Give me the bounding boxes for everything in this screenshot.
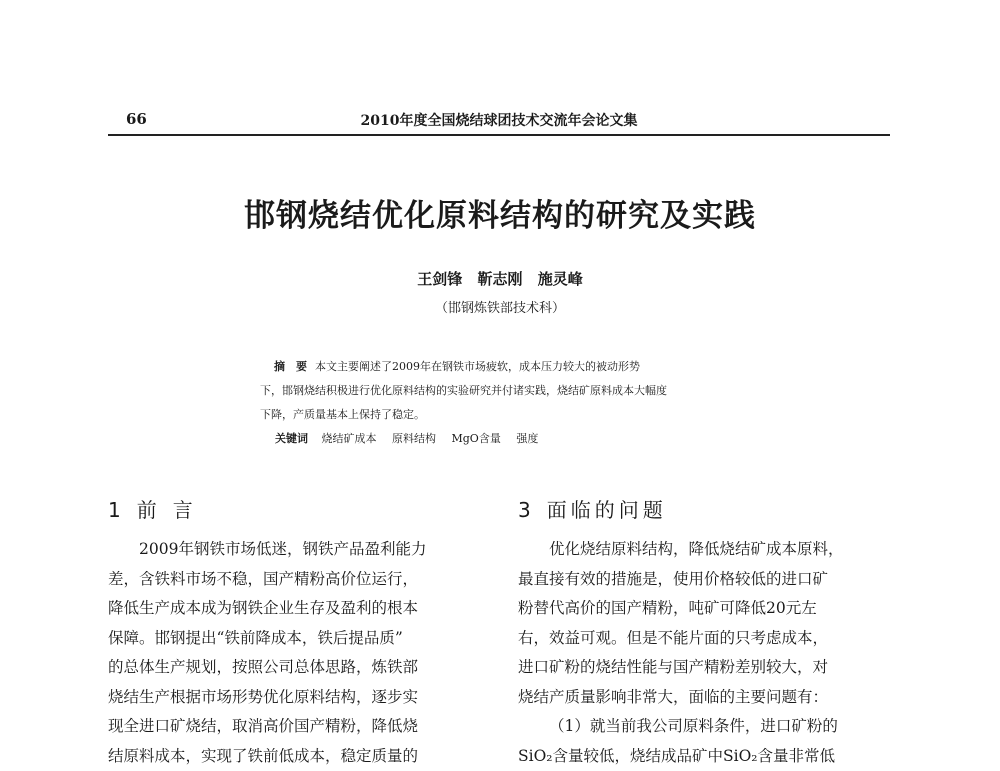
section-heading (518, 495, 890, 535)
body-line: 粉替代高价的国产精粉，吨矿可降低20元左 (518, 594, 890, 624)
keywords-label: 关键词 (275, 432, 308, 445)
section-number: 3 (518, 498, 531, 522)
abstract-label: 摘 要 (274, 360, 307, 373)
body-line: 保障。邯钢提出“铁前降成本，铁后提品质” (108, 624, 480, 654)
body-line: 最直接有效的措施是，使用价格较低的进口矿 (518, 565, 890, 595)
author-name: 靳志刚 (477, 270, 522, 288)
affiliation: （邯钢炼铁部技术科） (0, 297, 1000, 316)
journal-title: 2010年度全国烧结球团技术交流年会论文集 (108, 110, 890, 130)
body-line: 2009年钢铁市场低迷，钢铁产品盈利能力 (108, 535, 480, 565)
section-title: 前言 (137, 498, 209, 522)
right-column (518, 495, 890, 771)
body-line: SiO₂含量较低，烧结成品矿中SiO₂含量非常低 (518, 742, 890, 771)
body-line: 右，效益可观。但是不能片面的只考虑成本， (518, 624, 890, 654)
body-line: 结原料成本，实现了铁前低成本，稳定质量的 (108, 742, 480, 771)
body-line: 的总体生产规划，按照公司总体思路，炼铁部 (108, 653, 480, 683)
page-number: 66 (126, 110, 147, 128)
body-line: （1）就当前我公司原料条件，进口矿粉的 (518, 712, 890, 742)
body-line: 烧结产质量影响非常大，面临的主要问题有： (518, 683, 890, 713)
left-column (108, 495, 480, 771)
abstract-line: 下降，产质量基本上保持了稳定。 (260, 403, 748, 427)
body-line: 进口矿粉的烧结性能与国产精粉差别较大，对 (518, 653, 890, 683)
body-line: 优化烧结原料结构，降低烧结矿成本原料， (518, 535, 890, 565)
section-body (108, 535, 480, 771)
author-name: 施灵峰 (538, 270, 583, 288)
section-number: 1 (108, 498, 121, 522)
section-title: 面临的问题 (547, 498, 667, 522)
keyword: 强度 (516, 432, 538, 445)
keyword: MgO含量 (452, 432, 501, 445)
abstract-line: 本文主要阐述了2009年在钢铁市场疲软，成本压力较大的被动形势 (315, 360, 640, 373)
section-body (518, 535, 890, 771)
abstract-line: 下，邯钢烧结积极进行优化原料结构的实验研究并付诸实践，烧结矿原料成本大幅度 (260, 379, 748, 403)
keyword: 原料结构 (392, 432, 436, 445)
keywords (275, 430, 745, 446)
abstract (260, 355, 748, 427)
author-list (0, 268, 1000, 289)
author-name: 王剑锋 (417, 270, 462, 288)
body-line: 现全进口矿烧结，取消高价国产精粉，降低烧 (108, 712, 480, 742)
body-line: 降低生产成本成为钢铁企业生存及盈利的根本 (108, 594, 480, 624)
body-line: 烧结生产根据市场形势优化原料结构，逐步实 (108, 683, 480, 713)
running-header (108, 104, 890, 136)
keyword: 烧结矿成本 (322, 432, 377, 445)
paper-title: 邯钢烧结优化原料结构的研究及实践 (0, 190, 1000, 235)
section-heading (108, 495, 480, 535)
body-line: 差，含铁料市场不稳，国产精粉高价位运行， (108, 565, 480, 595)
